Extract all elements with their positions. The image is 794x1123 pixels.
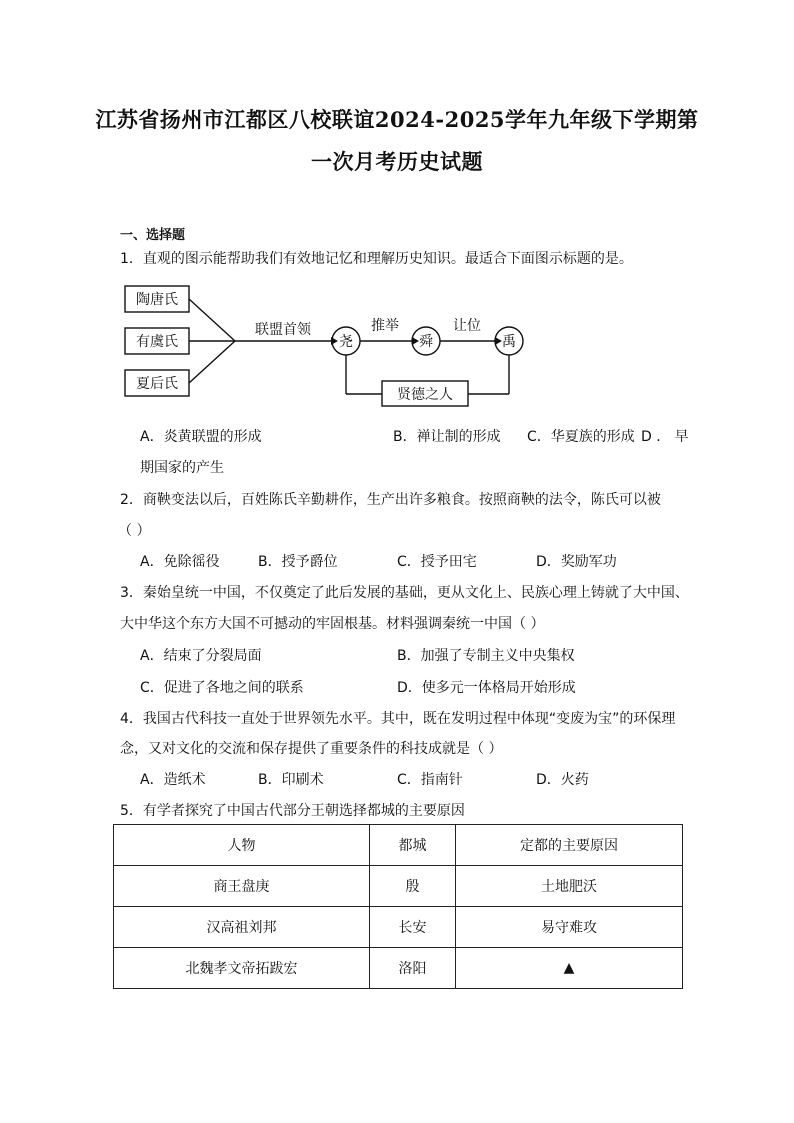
q1-diagram (115, 280, 535, 410)
section-heading: 一、选择题 (120, 228, 186, 243)
q1-option-b: B．禅让制的形成 (393, 429, 501, 445)
q3-option-c: C．促进了各地之间的联系 (140, 680, 304, 696)
q1-option-d-continued: 期国家的产生 (140, 460, 224, 476)
node-label-yao: 尧 (339, 334, 353, 350)
table-cell: 土地肥沃 (456, 866, 683, 907)
table-row (114, 948, 683, 989)
table-row (114, 907, 683, 948)
table-cell: 长安 (370, 907, 456, 948)
q5-stem: 5．有学者探究了中国古代部分王朝选择都城的主要原因 (120, 803, 465, 819)
q4-option-d: D．火药 (536, 772, 589, 788)
q3-stem-line2: 大中华这个东方大国不可撼动的牢固根基。材料强调秦统一中国（ ） (120, 616, 545, 632)
exam-title-line2: 一次月考历史试题 (311, 149, 483, 174)
q1-option-c: C．华夏族的形成 (527, 429, 635, 445)
q1-option-a: A．炎黄联盟的形成 (140, 429, 262, 445)
table-cell: 商王盘庚 (114, 866, 370, 907)
table-header-cell: 定都的主要原因 (456, 825, 683, 866)
table-cell: 汉高祖刘邦 (114, 907, 370, 948)
q2-option-a: A．免除徭役 (140, 554, 220, 570)
node-label-shun: 舜 (419, 334, 433, 350)
table-cell: 易守难攻 (456, 907, 683, 948)
table-cell: ▲ (456, 948, 683, 989)
tribe-label-xiahou: 夏后氏 (136, 376, 178, 392)
q4-stem-line1: 4．我国古代科技一直处于世界领先水平。其中，既在发明过程中体现“变废为宝”的环保理 (120, 711, 676, 727)
q3-option-b: B．加强了专制主义中央集权 (397, 648, 575, 664)
q1-option-d: D ． 早 (641, 429, 689, 445)
q4-stem-line2: 念，又对文化的交流和保存提供了重要条件的科技成就是（ ） (120, 741, 503, 757)
q3-stem-line1: 3．秦始皇统一中国，不仅奠定了此后发展的基础，更从文化上、民族心理上铸就了大中国、 (120, 585, 689, 601)
node-label-yu: 禹 (502, 334, 516, 350)
q4-option-b: B．印刷术 (258, 772, 324, 788)
q1-stem: 1．直观的图示能帮助我们有效地记忆和理解历史知识。最适合下面图示标题的是。 (120, 251, 633, 267)
q2-option-b: B．授予爵位 (258, 554, 338, 570)
q2-option-c: C．授予田宅 (397, 554, 477, 570)
q4-option-c: C．指南针 (397, 772, 463, 788)
label-alliance-leader: 联盟首领 (255, 322, 311, 338)
table-header-cell: 都城 (370, 825, 456, 866)
virtue-label: 贤德之人 (397, 387, 453, 403)
q3-option-d: D．使多元一体格局开始形成 (397, 680, 576, 696)
q4-option-a: A．造纸术 (140, 772, 206, 788)
q2-blank: （ ） (118, 523, 151, 539)
label-yield: 让位 (453, 318, 481, 334)
label-recommend: 推举 (371, 318, 399, 334)
table-header-row (114, 825, 683, 866)
table-header-cell: 人物 (114, 825, 370, 866)
tribe-label-youyu: 有虞氏 (136, 334, 178, 350)
q3-option-a: A．结束了分裂局面 (140, 648, 262, 664)
table-cell: 洛阳 (370, 948, 456, 989)
table-row (114, 866, 683, 907)
tribe-label-taotang: 陶唐氏 (136, 292, 178, 308)
q2-option-d: D．奖励军功 (536, 554, 617, 570)
q2-stem: 2．商鞅变法以后，百姓陈氏辛勤耕作，生产出许多粮食。按照商鞅的法令，陈氏可以被 (120, 492, 661, 508)
capital-table (113, 824, 683, 989)
table-cell: 殷 (370, 866, 456, 907)
table-cell: 北魏孝文帝拓跋宏 (114, 948, 370, 989)
exam-title-line1: 江苏省扬州市江都区八校联谊2024-2025学年九年级下学期第 (95, 107, 699, 132)
